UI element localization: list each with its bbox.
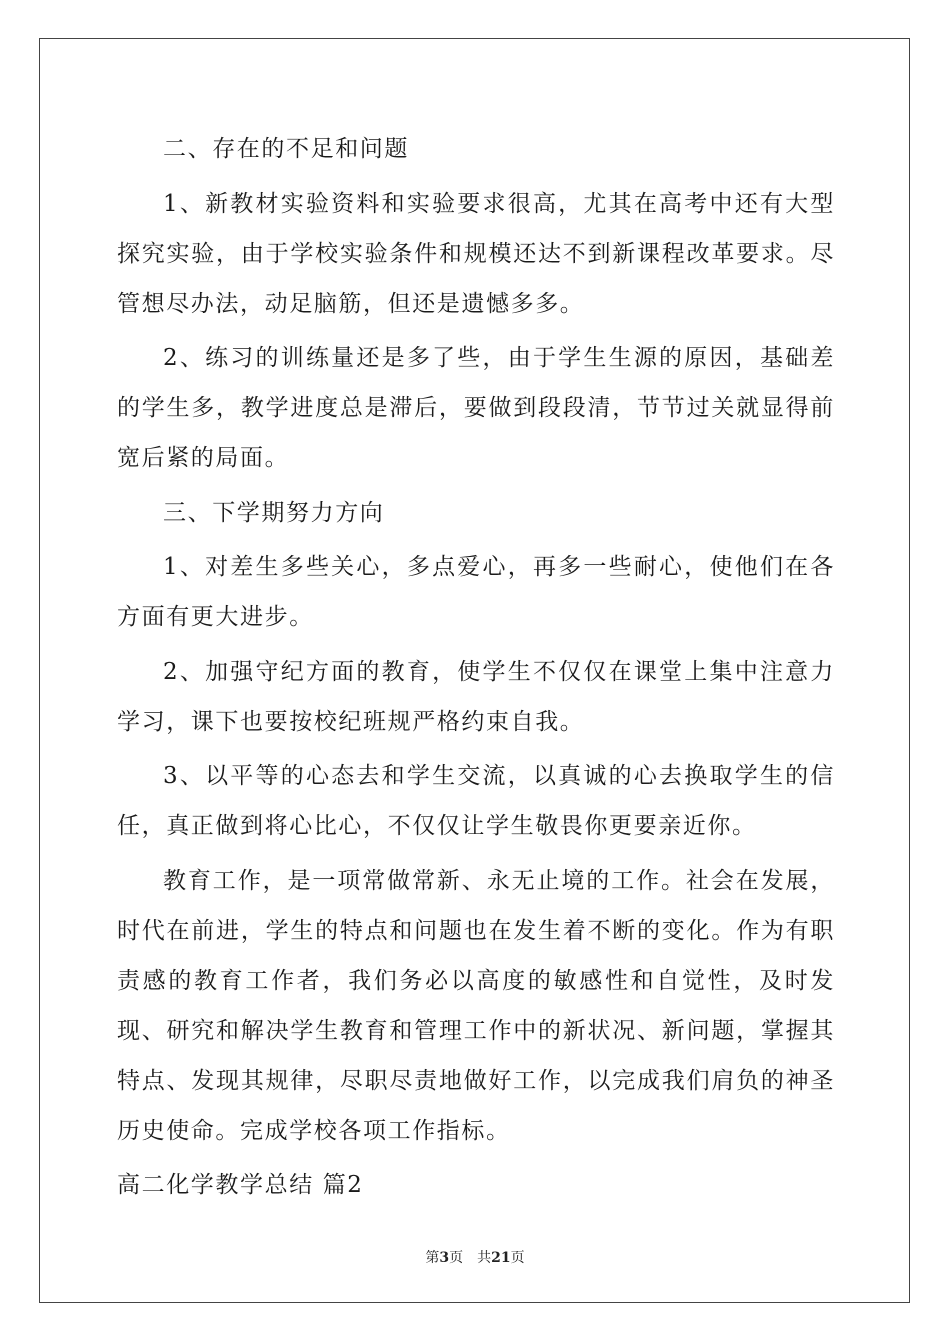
- footer-total-prefix: 共: [477, 1250, 492, 1266]
- page-footer: [0, 1247, 950, 1267]
- heading-direction: 三、下学期努力方向: [163, 499, 385, 526]
- paragraph-direction-3: 3、以平等的心态去和学生交流，以真诚的心去换取学生的信任，真正做到将心比心，不仅仅让学生敬畏你更要亲近你。: [117, 763, 835, 839]
- document-body: [117, 124, 835, 1210]
- paragraph-problem-2: 2、练习的训练量还是多了些，由于学生生源的原因，基础差的学生多，教学进度总是滞后，要做到段段清，节节过关就显得前宽后紧的局面。: [117, 345, 835, 471]
- paragraph-problem-1: 1、新教材实验资料和实验要求很高，尤其在高考中还有大型探究实验，由于学校实验条件和规模还达不到新课程改革要求。尽管想尽办法，动足脑筋，但还是遗憾多多。: [117, 190, 835, 317]
- paragraph-conclusion: 教育工作，是一项常做常新、永无止境的工作。社会在发展，时代在前进，学生的特点和问题也在发生着不断的变化。作为有职责感的教育工作者，我们务必以高度的敏感性和自觉性，及时发现、研究和解决学生教育和管理工作中的新状况、新问题，掌握其特点、发现其规律，尽职尽责地做好工作，以完成我们肩负的神圣历史使命。完成学校各项工作指标。: [117, 867, 835, 1144]
- footer-page-suffix: 页: [449, 1250, 464, 1266]
- footer-total-pages: 21: [491, 1250, 511, 1266]
- footer-prefix: 第: [425, 1250, 440, 1266]
- paragraph-direction-2: 2、加强守纪方面的教育，使学生不仅仅在课堂上集中注意力学习，课下也要按校纪班规严格约束自我。: [117, 658, 835, 735]
- footer-total-suffix: 页: [510, 1250, 525, 1266]
- heading-problems: 二、存在的不足和问题: [163, 136, 409, 162]
- paragraph-direction-1: 1、对差生多些关心，多点爱心，再多一些耐心，使他们在各方面有更大进步。: [117, 554, 835, 630]
- footer-page-number: 3: [439, 1250, 450, 1266]
- section-title: 高二化学教学总结 篇2: [117, 1172, 364, 1198]
